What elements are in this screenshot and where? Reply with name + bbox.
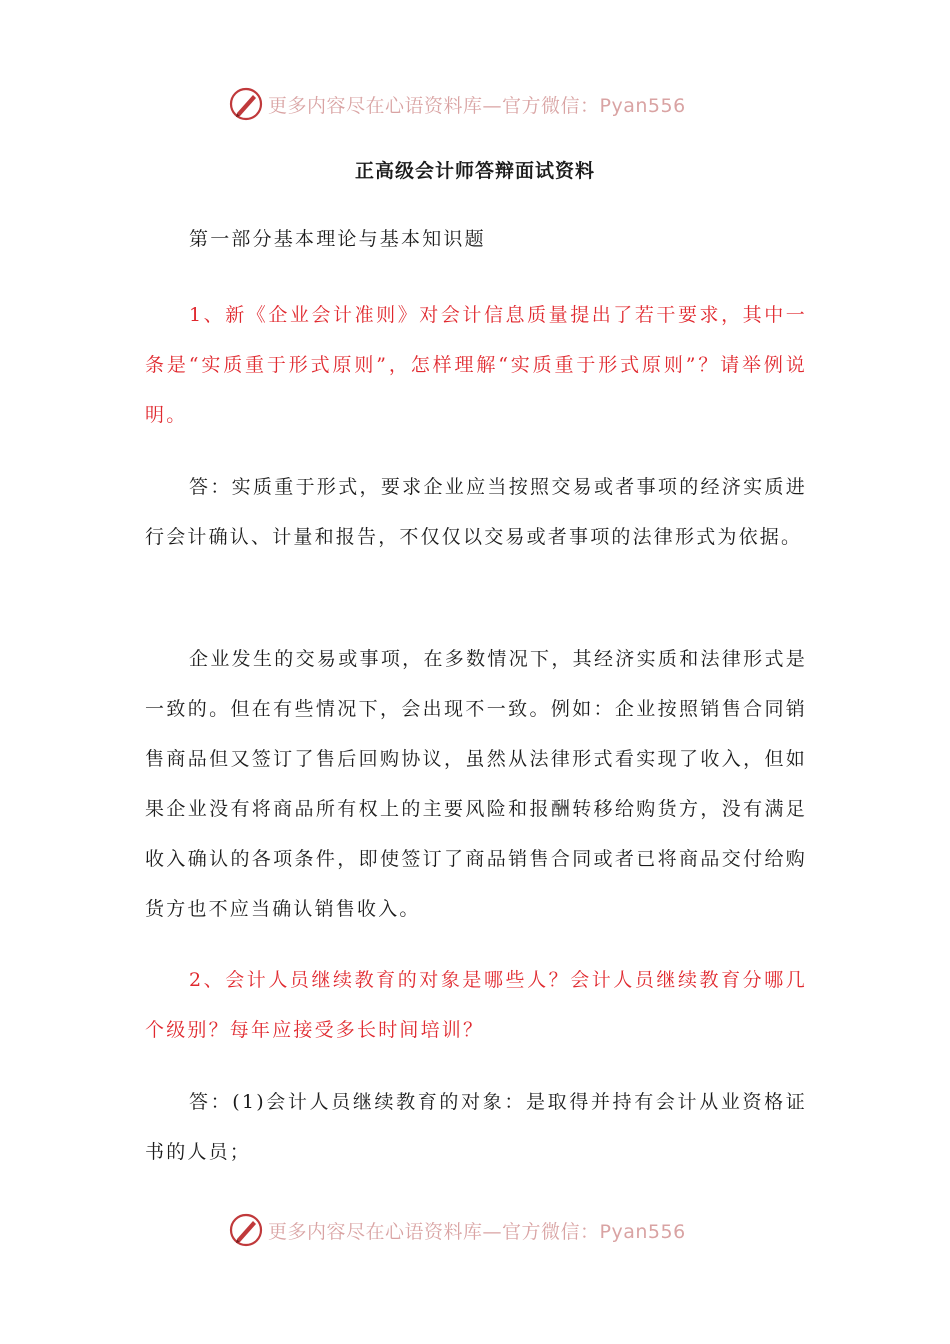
pen-logo-icon [228, 1212, 264, 1248]
header-banner [228, 84, 748, 124]
banner-wechat-id: Pyan556 [599, 1220, 686, 1243]
answer-2: 答：(1)会计人员继续教育的对象：是取得并持有会计从业资格证书的人员； [145, 1091, 807, 1163]
banner-text [268, 1217, 686, 1244]
banner-text [268, 91, 686, 118]
pen-logo-icon [228, 86, 264, 122]
question-1: 1、新《企业会计准则》对会计信息质量提出了若干要求，其中一条是“实质重于形式原则”，怎样理解“实质重于形式原则”？请举例说明。 [145, 304, 807, 426]
document-title: 正高级会计师答辩面试资料 [354, 160, 595, 182]
section-heading: 第一部分基本理论与基本知识题 [189, 228, 486, 250]
banner-label: 更多内容尽在心语资料库—官方微信： [268, 94, 600, 117]
footer-banner [228, 1210, 748, 1250]
banner-label: 更多内容尽在心语资料库—官方微信： [268, 1220, 600, 1243]
banner-wechat-id: Pyan556 [599, 94, 686, 117]
answer-1: 答：实质重于形式，要求企业应当按照交易或者事项的经济实质进行会计确认、计量和报告，不仅仅以交易或者事项的法律形式为依据。 [145, 476, 807, 548]
answer-1-example: 企业发生的交易或事项，在多数情况下，其经济实质和法律形式是一致的。但在有些情况下，会出现不一致。例如：企业按照销售合同销售商品但又签订了售后回购协议，虽然从法律形式看实现了收入，但如果企业没有将商品所有权上的主要风险和报酬转移给购货方，没有满足收入确认的各项条件，即使签订了商品销售合同或者已将商品交付给购货方也不应当确认销售收入。 [145, 648, 807, 920]
question-2: 2、会计人员继续教育的对象是哪些人？会计人员继续教育分哪几个级别？每年应接受多长时间培训？ [145, 969, 807, 1041]
